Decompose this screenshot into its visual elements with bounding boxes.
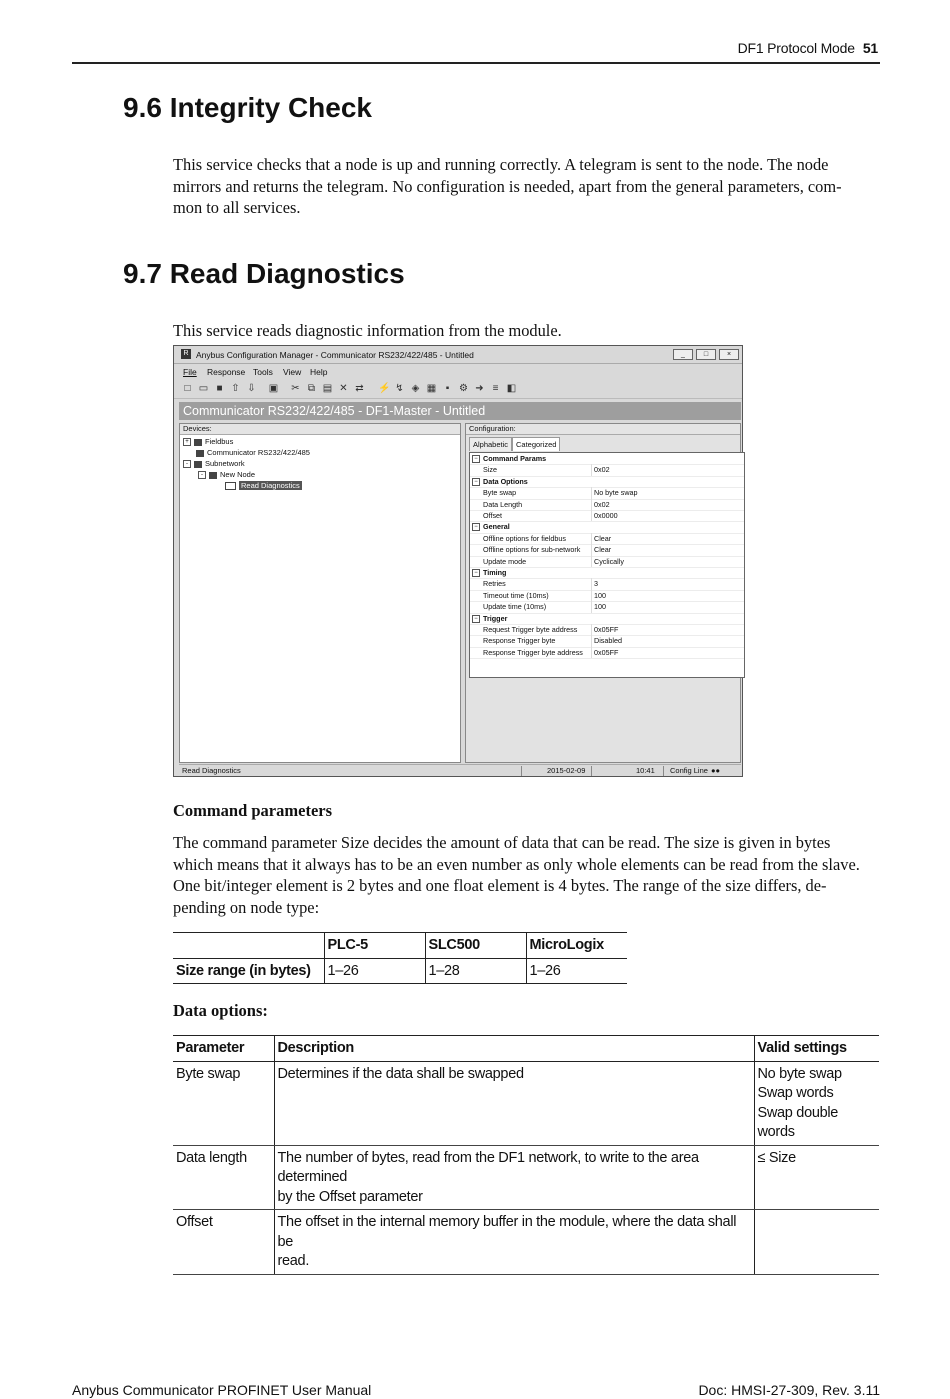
- properties-icon[interactable]: ▣: [268, 383, 279, 394]
- table-cell: 1–26: [526, 958, 627, 984]
- collapse-icon[interactable]: −: [472, 569, 480, 577]
- description-cell: [274, 1210, 754, 1275]
- table-row: [173, 958, 627, 984]
- grid-divider: [591, 590, 592, 601]
- line: One bit/integer element is 2 bytes and one float element is 4 bytes. The range of the size differs, de-: [173, 876, 827, 895]
- collapse-icon[interactable]: −: [472, 478, 480, 486]
- grid-value: 100: [594, 590, 606, 600]
- grid-key: Byte swap: [483, 488, 517, 498]
- grid-divider: [591, 556, 592, 567]
- tree-node-label: New Node: [220, 470, 256, 479]
- grid-divider: [591, 533, 592, 544]
- grid-value: Cyclically: [594, 556, 624, 566]
- status-indicator-icon: ●●: [711, 766, 721, 775]
- grid-divider: [591, 635, 592, 646]
- grid-value: Disabled: [594, 636, 622, 646]
- status-date: 2015-02-09: [547, 766, 586, 775]
- status-time: 10:41: [636, 766, 655, 775]
- devices-panel: [179, 423, 461, 763]
- close-button[interactable]: ×: [719, 349, 739, 360]
- connect-icon[interactable]: ⚡: [378, 383, 391, 394]
- grid-value: 0x02: [594, 499, 610, 509]
- grid-value: 3: [594, 579, 598, 589]
- table-header-cell: Valid settings: [754, 1036, 879, 1062]
- table-header-cell: SLC500: [425, 933, 526, 959]
- expand-icon[interactable]: +: [183, 438, 191, 446]
- tree-node-label: Read Diagnostics: [241, 481, 300, 490]
- table-cell: 1–28: [425, 958, 526, 984]
- grid-value: 100: [594, 602, 606, 612]
- collapse-icon[interactable]: -: [198, 471, 206, 479]
- line: which means that it always has to be an even number as only whole elements can be read from the slave.: [173, 854, 860, 874]
- data-options-heading: Data options:: [173, 1001, 268, 1020]
- grid-key: Timing: [483, 568, 507, 577]
- status-bar: [179, 764, 741, 777]
- grid-key: Request Trigger byte address: [483, 625, 578, 634]
- grid-value: 0x0000: [594, 511, 618, 520]
- grid-key: Timeout time (10ms): [483, 590, 549, 600]
- app-icon: R: [181, 349, 191, 359]
- grid-divider: [591, 601, 592, 612]
- tree-node-subnetwork[interactable]: [183, 459, 245, 468]
- table-header-cell: PLC-5: [324, 933, 425, 959]
- grid-divider: [591, 510, 592, 521]
- grid-divider: [591, 499, 592, 510]
- page-header: [72, 40, 880, 64]
- stack-icon[interactable]: ≡: [492, 383, 499, 394]
- table-cell: Size range (in bytes): [176, 962, 311, 979]
- valid-settings-cell: ≤ Size: [754, 1145, 879, 1210]
- window-title-bar: [174, 346, 742, 364]
- minimize-button[interactable]: _: [673, 349, 693, 360]
- page-number: 51: [862, 40, 878, 56]
- table-header-row: [173, 933, 627, 959]
- status-separator: [591, 766, 592, 776]
- tab-categorized[interactable]: Categorized: [512, 437, 560, 451]
- grid-value: Clear: [594, 533, 612, 543]
- grid-value: No byte swap: [594, 488, 638, 498]
- grid-key: Offset: [483, 511, 503, 520]
- grid-key: Update time (10ms): [483, 602, 547, 612]
- menu-bar: [174, 364, 742, 378]
- table-header-cell: [173, 933, 324, 959]
- config-banner: Communicator RS232/422/485 - DF1-Master - Untitled: [179, 402, 741, 420]
- grid-key: Data Options: [483, 476, 528, 486]
- table-header-cell: MicroLogix: [526, 933, 627, 959]
- property-grid: [469, 452, 745, 678]
- folder-icon: [225, 482, 236, 490]
- param-cell: Byte swap: [173, 1061, 274, 1145]
- header-section-title: DF1 Protocol Mode: [737, 40, 855, 56]
- grid-divider: [591, 647, 592, 658]
- status-text: Read Diagnostics: [182, 766, 241, 775]
- grid-divider: [591, 464, 592, 475]
- line: pending on node type:: [173, 897, 320, 917]
- status-separator: [521, 766, 522, 776]
- line: mirrors and returns the telegram. No configuration is needed, apart from the general parameters, com-: [173, 176, 842, 196]
- tree-node-fieldbus[interactable]: [183, 437, 233, 446]
- footer-doc-id: Doc: HMSI-27-309, Rev. 3.11: [698, 1382, 880, 1398]
- cut-icon[interactable]: ✂: [291, 383, 300, 394]
- open-folder-icon[interactable]: ▭: [198, 383, 209, 394]
- grid-key: General: [483, 522, 510, 532]
- configuration-panel: [465, 423, 741, 763]
- valid-setting: No byte swap: [757, 1065, 842, 1082]
- table-header-cell: Description: [274, 1036, 754, 1062]
- description-line: by the Offset parameter: [277, 1188, 423, 1205]
- devices-label: Devices:: [180, 424, 460, 435]
- data-options-table: [173, 1035, 879, 1275]
- tree-node-communicator[interactable]: [196, 448, 310, 457]
- menu-file[interactable]: File: [183, 367, 197, 377]
- status-separator: [663, 766, 664, 776]
- paste-icon[interactable]: ▤: [322, 383, 333, 394]
- status-mode: Config Line: [670, 766, 708, 775]
- description-line: read.: [277, 1253, 310, 1269]
- grid-key: Response Trigger byte: [483, 636, 556, 646]
- save-icon[interactable]: ■: [216, 383, 223, 394]
- grid-key: Response Trigger byte address: [483, 647, 583, 657]
- command-parameters-heading: Command parameters: [173, 801, 333, 820]
- tab-alphabetic[interactable]: Alphabetic: [469, 437, 512, 451]
- description-line: The offset in the internal memory buffer in the module, where the data shall be: [277, 1214, 737, 1250]
- menu-tools[interactable]: Tools: [253, 367, 273, 377]
- grid-key: Command Params: [483, 454, 547, 463]
- grid-divider: [591, 578, 592, 589]
- tree-node-label: Communicator RS232/422/485: [207, 448, 310, 457]
- node-monitor-icon[interactable]: ◈: [411, 383, 420, 394]
- tree-node-new-node[interactable]: [198, 470, 255, 479]
- table-header-cell: Parameter: [173, 1036, 274, 1062]
- upload-icon[interactable]: ⇧: [231, 383, 240, 394]
- settings-icon[interactable]: ⚙: [459, 383, 468, 394]
- line: This service checks that a node is up and running correctly. A telegram is sent to the node. The node: [173, 155, 829, 174]
- collapse-icon[interactable]: −: [472, 523, 480, 531]
- grid-divider: [591, 544, 592, 555]
- table-header-row: [173, 1036, 879, 1062]
- grid-key: Update mode: [483, 556, 527, 566]
- window-title: Anybus Configuration Manager - Communicator RS232/422/485 - Untitled: [196, 350, 474, 360]
- grid-property-row[interactable]: [470, 647, 744, 659]
- param-cell: Offset: [173, 1210, 274, 1275]
- line: mon to all services.: [173, 198, 301, 217]
- description-cell: [274, 1145, 754, 1210]
- tree-node-read-diagnostics[interactable]: [225, 481, 302, 490]
- tree-node-label: Fieldbus: [205, 437, 234, 446]
- new-file-icon[interactable]: □: [184, 383, 191, 394]
- help-icon[interactable]: ◧: [506, 383, 517, 394]
- menu-response[interactable]: Response: [207, 367, 246, 377]
- line: The command parameter Size decides the amount of data that can be read. The size is given in bytes: [173, 833, 831, 852]
- arrow-icon[interactable]: ➜: [475, 383, 484, 394]
- valid-setting: Swap double words: [757, 1104, 839, 1140]
- grid-key: Data Length: [483, 499, 523, 509]
- data-monitor-icon[interactable]: ▦: [426, 383, 437, 394]
- collapse-icon[interactable]: −: [472, 615, 480, 623]
- grid-value: 0x05FF: [594, 647, 619, 657]
- grid-value: 0x05FF: [594, 625, 619, 634]
- read-diagnostics-paragraph: This service reads diagnostic information from the module.: [173, 321, 562, 340]
- grid-divider: [591, 487, 592, 498]
- copy-icon[interactable]: ⧉: [307, 383, 316, 394]
- menu-view[interactable]: View: [283, 367, 302, 377]
- collapse-icon[interactable]: −: [472, 455, 480, 463]
- header-text: [738, 40, 878, 56]
- valid-settings-cell: [754, 1061, 879, 1145]
- table-row: [173, 1145, 879, 1210]
- grid-key: Trigger: [483, 613, 508, 623]
- tree-node-label: Subnetwork: [205, 459, 245, 468]
- toolbar: [174, 380, 742, 399]
- param-cell: Data length: [173, 1145, 274, 1210]
- grid-key: Offline options for sub-network: [483, 545, 581, 555]
- description-line: The number of bytes, read from the DF1 network, to write to the area determined: [277, 1149, 699, 1185]
- table-row: [173, 1061, 879, 1145]
- footer-manual-title: Anybus Communicator PROFINET User Manual: [72, 1382, 372, 1398]
- command-parameters-paragraph: [173, 832, 879, 918]
- integrity-check-paragraph: [173, 154, 879, 219]
- rename-icon[interactable]: ⇄: [355, 383, 364, 394]
- grid-divider: [591, 624, 592, 635]
- app-window-screenshot: [173, 345, 743, 777]
- size-range-table: [173, 932, 627, 984]
- grid-key: Size: [483, 465, 497, 475]
- fieldbus-icon: [194, 439, 202, 446]
- node-icon: [209, 472, 217, 479]
- configuration-label: Configuration:: [466, 424, 740, 435]
- section-heading-integrity-check: 9.6 Integrity Check: [123, 92, 372, 123]
- description-cell: Determines if the data shall be swapped: [274, 1061, 754, 1145]
- download-icon[interactable]: ⇩: [247, 383, 256, 394]
- delete-icon[interactable]: ✕: [339, 383, 348, 394]
- section-heading-read-diagnostics: 9.7 Read Diagnostics: [123, 258, 405, 289]
- communicator-icon: [196, 450, 204, 457]
- subnetwork-icon: [194, 461, 202, 468]
- table-cell: 1–26: [324, 958, 425, 984]
- disconnect-icon[interactable]: ↯: [395, 383, 404, 394]
- menu-help[interactable]: Help: [310, 367, 328, 377]
- valid-setting: Swap words: [757, 1085, 834, 1101]
- monitor-icon[interactable]: ▪: [445, 383, 450, 394]
- valid-settings-cell: [754, 1210, 879, 1275]
- grid-value: Clear: [594, 545, 612, 555]
- grid-key: Retries: [483, 579, 506, 589]
- table-row: [173, 1210, 879, 1275]
- grid-key: Offline options for fieldbus: [483, 533, 566, 543]
- collapse-icon[interactable]: -: [183, 460, 191, 468]
- grid-value: 0x02: [594, 465, 610, 475]
- maximize-button[interactable]: □: [696, 349, 716, 360]
